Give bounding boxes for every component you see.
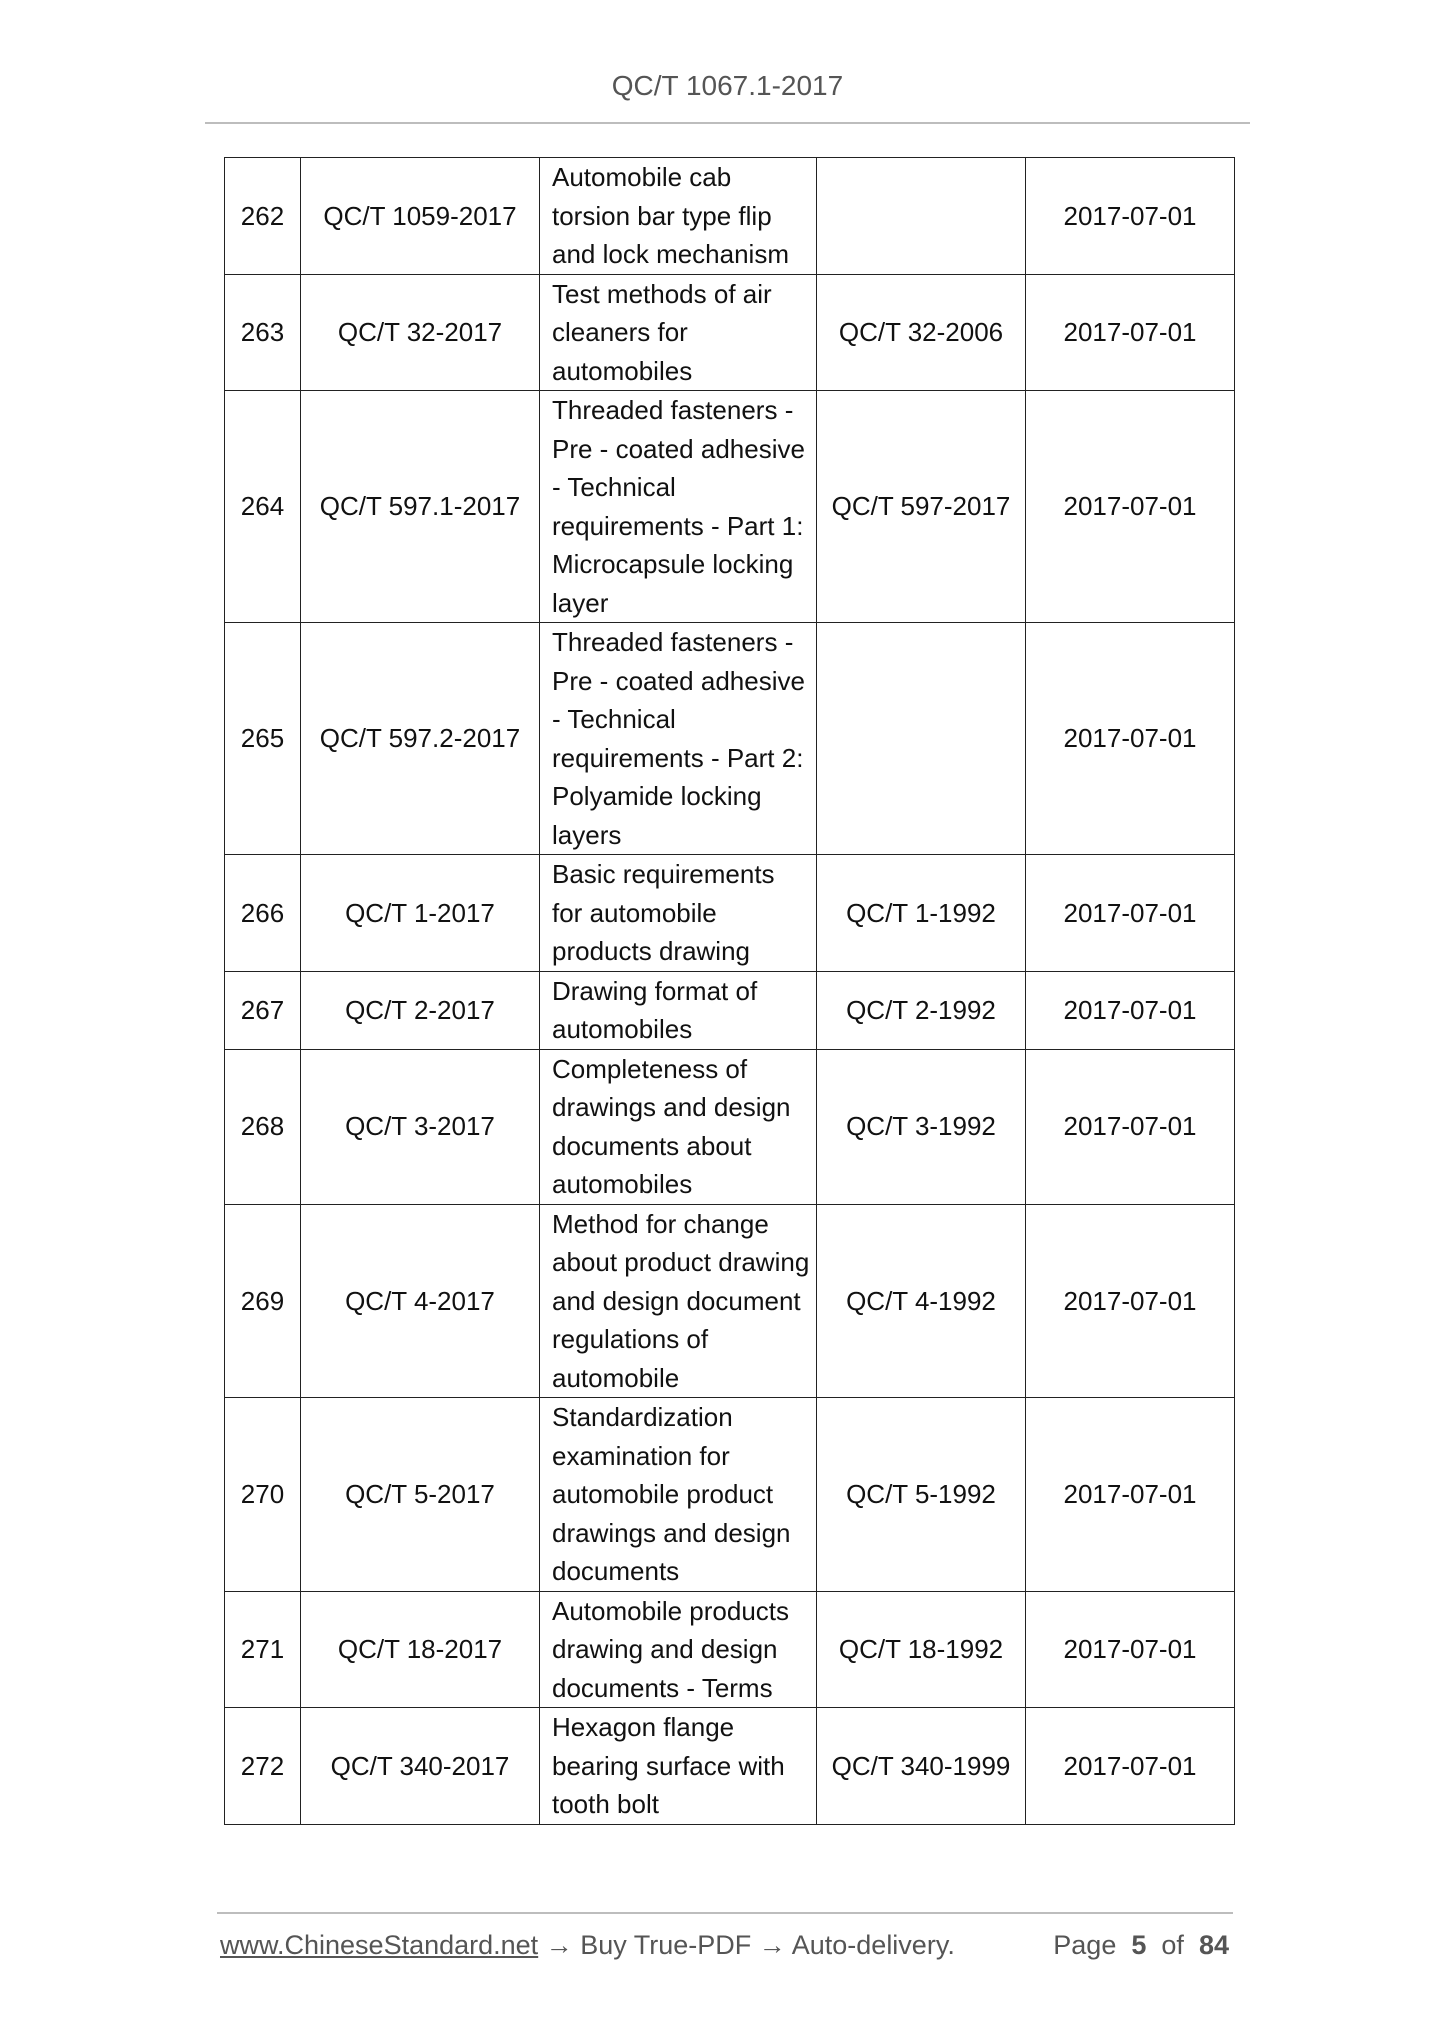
implementation-date: 2017-07-01 [1026,1708,1235,1825]
implementation-date: 2017-07-01 [1026,274,1235,391]
footer-divider [217,1912,1233,1914]
replaced-standard: QC/T 597-2017 [817,391,1026,623]
table-row [225,274,1235,391]
replaced-standard [817,623,1026,855]
standard-code: QC/T 32-2017 [301,274,540,391]
table-row [225,158,1235,275]
table-row [225,1708,1235,1825]
table-row [225,1398,1235,1592]
standard-name: Test methods of air cleaners for automobiles [540,274,817,391]
replaced-standard: QC/T 340-1999 [817,1708,1026,1825]
standard-code: QC/T 4-2017 [301,1204,540,1398]
replaced-standard: QC/T 5-1992 [817,1398,1026,1592]
page-header-title: QC/T 1067.1-2017 [611,70,844,101]
page-current: 5 [1131,1930,1147,1960]
standard-code: QC/T 597.2-2017 [301,623,540,855]
row-number: 269 [225,1204,301,1398]
website-link[interactable]: www.ChineseStandard.net [220,1930,539,1960]
replaced-standard: QC/T 32-2006 [817,274,1026,391]
page-of-label: of [1161,1930,1184,1960]
row-number: 270 [225,1398,301,1592]
page-label: Page [1053,1930,1117,1960]
standard-name: Completeness of drawings and design documents about automobiles [540,1049,817,1204]
row-number: 265 [225,623,301,855]
standard-name: Hexagon flange bearing surface with tooth bolt [540,1708,817,1825]
row-number: 267 [225,971,301,1049]
page-total: 84 [1198,1930,1229,1960]
standard-name: Basic requirements for automobile products drawing [540,855,817,972]
footer-promo-text: → Buy True-PDF → Auto-delivery. [538,1930,955,1960]
replaced-standard: QC/T 3-1992 [817,1049,1026,1204]
standard-name: Automobile products drawing and design documents - Terms [540,1591,817,1708]
replaced-standard: QC/T 18-1992 [817,1591,1026,1708]
table-row [225,623,1235,855]
implementation-date: 2017-07-01 [1026,971,1235,1049]
replaced-standard: QC/T 4-1992 [817,1204,1026,1398]
standard-code: QC/T 340-2017 [301,1708,540,1825]
standard-code: QC/T 597.1-2017 [301,391,540,623]
row-number: 264 [225,391,301,623]
standard-code: QC/T 2-2017 [301,971,540,1049]
table-row [225,971,1235,1049]
standards-table [224,157,1235,1825]
replaced-standard: QC/T 1-1992 [817,855,1026,972]
row-number: 263 [225,274,301,391]
implementation-date: 2017-07-01 [1026,158,1235,275]
standard-code: QC/T 1059-2017 [301,158,540,275]
standard-name: Method for change about product drawing and design document regulations of automobile [540,1204,817,1398]
table-row [225,391,1235,623]
standard-name: Threaded fasteners - Pre - coated adhesive - Technical requirements - Part 2: Polyamide locking layers [540,623,817,855]
table-row [225,1591,1235,1708]
implementation-date: 2017-07-01 [1026,1591,1235,1708]
standard-name: Drawing format of automobiles [540,971,817,1049]
row-number: 262 [225,158,301,275]
implementation-date: 2017-07-01 [1026,1398,1235,1592]
implementation-date: 2017-07-01 [1026,1204,1235,1398]
replaced-standard: QC/T 2-1992 [817,971,1026,1049]
table-row [225,1204,1235,1398]
implementation-date: 2017-07-01 [1026,623,1235,855]
row-number: 266 [225,855,301,972]
standard-name: Automobile cab torsion bar type flip and lock mechanism [540,158,817,275]
standard-code: QC/T 1-2017 [301,855,540,972]
standard-code: QC/T 5-2017 [301,1398,540,1592]
table-row [225,1049,1235,1204]
standard-code: QC/T 18-2017 [301,1591,540,1708]
standard-name: Standardization examination for automobile product drawings and design documents [540,1398,817,1592]
header-divider [205,122,1250,124]
standard-name: Threaded fasteners - Pre - coated adhesive - Technical requirements - Part 1: Microcapsule locking layer [540,391,817,623]
standard-code: QC/T 3-2017 [301,1049,540,1204]
page-indicator [1053,1930,1229,1961]
row-number: 268 [225,1049,301,1204]
implementation-date: 2017-07-01 [1026,855,1235,972]
replaced-standard [817,158,1026,275]
row-number: 272 [225,1708,301,1825]
implementation-date: 2017-07-01 [1026,1049,1235,1204]
implementation-date: 2017-07-01 [1026,391,1235,623]
row-number: 271 [225,1591,301,1708]
footer-promo [220,1930,955,1961]
table-row [225,855,1235,972]
